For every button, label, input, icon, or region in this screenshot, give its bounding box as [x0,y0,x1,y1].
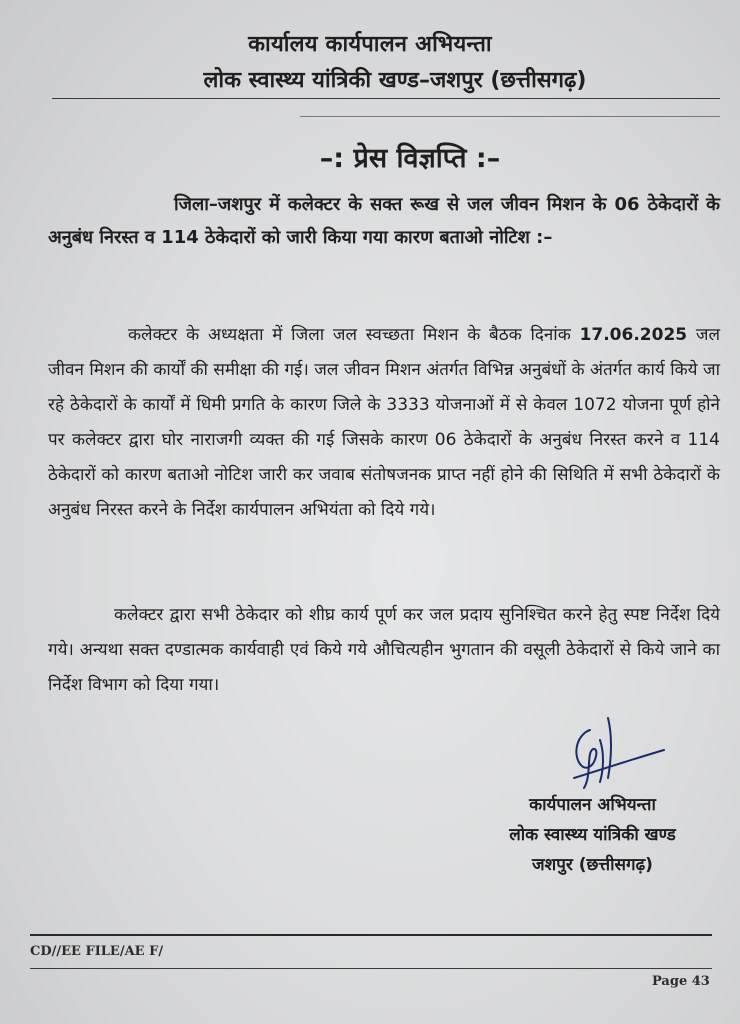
signatory-designation: कार्यपालन अभियन्ता [529,795,656,815]
body-paragraph-2: कलेक्टर द्वारा सभी ठेकेदार को शीघ्र कार्य पूर्ण कर जल प्रदाय सुनिश्चित करने हेतु स्पष्ट निर्देश दिये गये। अन्यथा सक्त दण्डात्मक कार्यवाही एवं किये गये औचित्यहीन भुगतान की वसूली ठेकेदारों से किये जाने का निर्देश विभाग को दिया गया। [48,605,720,695]
footer-divider-secondary [30,968,712,969]
signatory-department: लोक स्वास्थ्य यांत्रिकी खण्ड [509,825,676,845]
signatory-location: जशपुर (छत्तीसगढ़) [532,855,653,875]
signatory-block [460,790,725,880]
footer-divider [30,934,712,936]
signature-scribble [560,712,670,794]
header-office-title: कार्यालय कार्यपालन अभियन्ता [248,32,492,57]
header-divider [52,98,720,99]
file-reference: CD//EE FILE/AE F/ [30,944,164,959]
page-number: Page 43 [652,974,710,989]
header-divider-secondary [300,116,720,117]
meeting-date: 17.06.2025 [579,325,688,345]
header-department: लोक स्वास्थ्य यांत्रिकी खण्ड–जशपुर (छत्तीसगढ़) [203,68,587,93]
press-release-subject: जिला–जशपुर में कलेक्टर के सक्त रूख से जल जीवन मिशन के 06 ठेकेदारों के अनुबंध निरस्त व 114 ठेकेदारों को जारी किया गया कारण बताओ नोटिश :– [48,194,720,248]
paragraph-1-intro: कलेक्टर के अध्यक्षता में जिला जल स्वच्छता मिशन के बैठक दिनांक [128,325,571,345]
paragraph-1-rest: जल जीवन मिशन की कार्यों की समीक्षा की गई। जल जीवन मिशन अंतर्गत विभिन्न अनुबंधों के अंतर्गत कार्य किये जा रहे ठेकेदारों के कार्यों में धिमी प्रगति के कारण जिले के 3333 योजनाओं में से केवल 1072 योजना पूर्ण होने पर कलेक्टर द्वारा घोर नाराजगी व्यक्त की गई जिसके कारण 06 ठेकेदारों के अनुबंध निरस्त करने व 114 ठेकेदारों को कारण बताओ नोटिश जारी कर जवाब संतोषजनक प्राप्त नहीं होने की सिथिति में सभी ठेकेदारों के अनुबंध निरस्त करने के निर्देश कार्यपालन अभियंता को दिये गये। [48,325,721,520]
press-release-title: –: प्रेस विज्ञप्ति :– [319,143,501,174]
body-paragraph-1 [48,318,720,528]
